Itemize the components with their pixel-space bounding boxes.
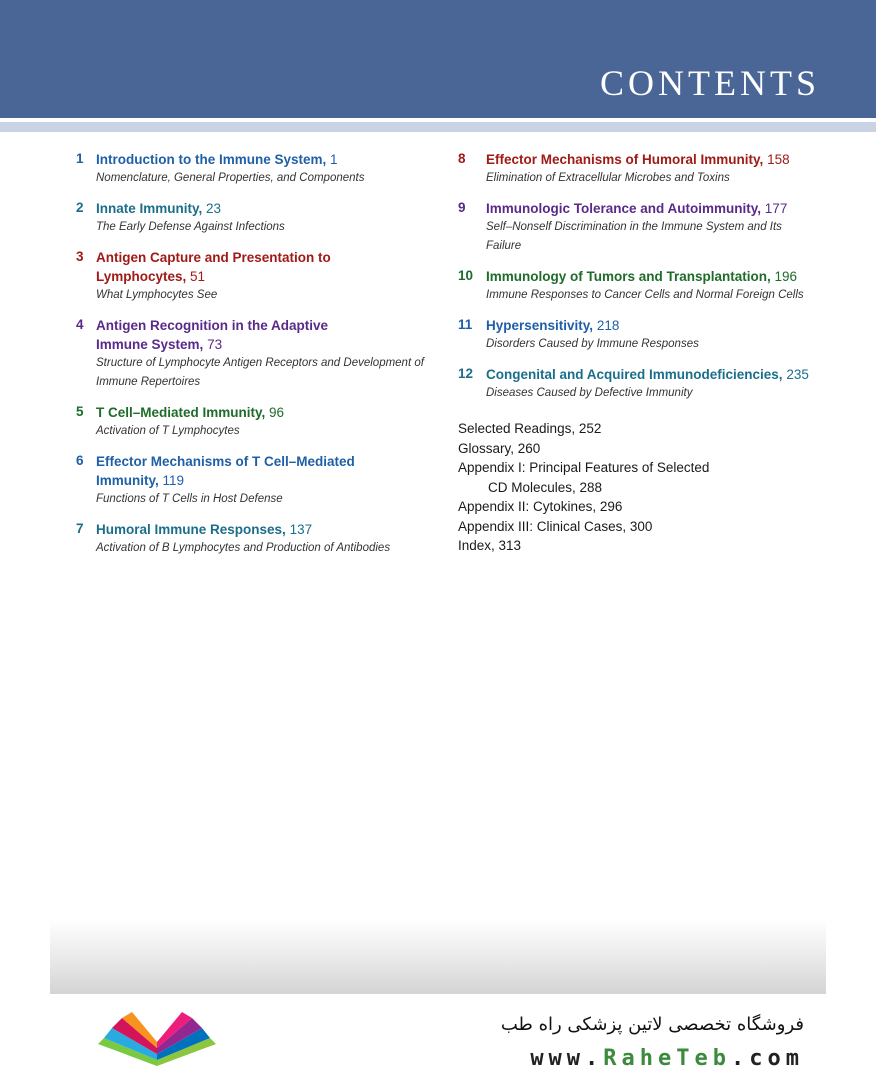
chapter-number: 8 — [458, 151, 466, 166]
chapter-page-number: 196 — [774, 269, 798, 284]
chapter-number: 7 — [76, 521, 84, 536]
store-name-persian: فروشگاه تخصصی لاتین پزشکی راه طب — [500, 1014, 804, 1035]
header-banner — [0, 0, 876, 118]
chapter-entry[interactable] — [76, 316, 436, 392]
chapter-subtitle: Structure of Lymphocyte Antigen Receptors and Development of Immune Repertoires — [96, 357, 424, 388]
chapter-number: 6 — [76, 453, 84, 468]
chapter-title — [96, 403, 436, 422]
chapter-subtitle: What Lymphocytes See — [96, 289, 218, 301]
chapter-number: 3 — [76, 249, 84, 264]
back-matter-item[interactable]: Selected Readings, 252 — [458, 421, 602, 436]
header-stripe — [0, 122, 876, 132]
chapter-title — [486, 365, 838, 384]
chapter-page-number: 137 — [289, 522, 313, 537]
chapter-subtitle: Nomenclature, General Properties, and Components — [96, 172, 365, 184]
chapter-subtitle: Diseases Caused by Defective Immunity — [486, 387, 693, 399]
chapter-entry[interactable] — [458, 150, 838, 188]
chapter-subtitle: Self–Nonself Discrimination in the Immune System and Its Failure — [486, 221, 782, 252]
chapter-entry[interactable] — [76, 452, 436, 509]
chapter-number: 1 — [76, 151, 84, 166]
chapter-title-text: Congenital and Acquired Immunodeficiencies, — [486, 367, 783, 382]
contents-left-column — [76, 150, 436, 569]
chapter-page-number: 23 — [206, 201, 222, 216]
chapter-entry[interactable] — [76, 199, 436, 237]
chapter-entry[interactable] — [458, 199, 838, 256]
chapter-entry[interactable] — [76, 248, 436, 305]
chapter-page-number: 177 — [764, 201, 788, 216]
chapter-subtitle: Activation of T Lymphocytes — [96, 425, 240, 437]
back-matter-item[interactable]: Appendix II: Cytokines, 296 — [458, 499, 623, 514]
chapter-entry[interactable] — [76, 150, 436, 188]
chapter-subtitle: Elimination of Extracellular Microbes and Toxins — [486, 172, 730, 184]
footer-shadow — [50, 920, 826, 994]
chapter-page-number: 158 — [767, 152, 790, 167]
chapter-number: 12 — [458, 366, 474, 381]
chapter-page-number: 73 — [207, 337, 223, 352]
chapter-number: 5 — [76, 404, 84, 419]
chapter-title — [486, 316, 838, 335]
url-brand: RaheTeb — [603, 1046, 732, 1071]
page-title: CONTENTS — [600, 63, 820, 103]
chapter-title-text: Hypersensitivity, — [486, 318, 594, 333]
chapter-title — [96, 248, 344, 286]
chapter-title-text: Antigen Recognition in the Adaptive Immune System, — [96, 318, 328, 352]
chapter-page-number: 218 — [596, 318, 620, 333]
chapter-subtitle: Activation of B Lymphocytes and Production of Antibodies — [96, 542, 391, 554]
chapter-number: 2 — [76, 200, 84, 215]
chapter-number: 11 — [458, 317, 473, 332]
url-suffix: .com — [731, 1046, 804, 1071]
chapter-page-number: 235 — [786, 367, 809, 382]
chapter-number: 10 — [458, 268, 474, 283]
chapter-title — [96, 316, 336, 354]
chapter-title — [486, 267, 838, 286]
back-matter-item[interactable]: CD Molecules, 288 — [488, 479, 603, 495]
chapter-subtitle: The Early Defense Against Infections — [96, 221, 285, 233]
chapter-title-text: Effector Mechanisms of Humoral Immunity, — [486, 152, 764, 167]
chapter-entry[interactable] — [458, 316, 838, 354]
chapter-subtitle: Immune Responses to Cancer Cells and Normal Foreign Cells — [486, 289, 804, 301]
chapter-page-number: 51 — [190, 269, 206, 284]
chapter-number: 4 — [76, 317, 84, 332]
chapter-title-text: Effector Mechanisms of T Cell–Mediated Immunity, — [96, 454, 355, 488]
chapter-number: 9 — [458, 200, 466, 215]
chapter-title-text: T Cell–Mediated Immunity, — [96, 405, 266, 420]
chapter-title — [96, 199, 436, 218]
chapter-title-text: Immunologic Tolerance and Autoimmunity, — [486, 201, 762, 216]
chapter-entry[interactable] — [458, 365, 838, 403]
chapter-title-text: Humoral Immune Responses, — [96, 522, 286, 537]
back-matter-item[interactable]: Glossary, 260 — [458, 440, 541, 456]
website-url[interactable] — [530, 1046, 804, 1071]
chapter-title — [96, 520, 436, 539]
chapter-page-number: 1 — [330, 152, 338, 167]
book-logo-icon — [92, 1008, 222, 1074]
back-matter-item[interactable]: Appendix I: Principal Features of Selected — [458, 460, 710, 475]
chapter-entry[interactable] — [458, 267, 838, 305]
chapter-title — [96, 150, 436, 169]
chapter-title-text: Introduction to the Immune System, — [96, 152, 327, 167]
url-prefix: www. — [530, 1046, 604, 1071]
chapter-subtitle: Disorders Caused by Immune Responses — [486, 338, 699, 350]
back-matter-list — [458, 419, 838, 556]
back-matter-item[interactable]: Appendix III: Clinical Cases, 300 — [458, 518, 653, 534]
chapter-title-text: Immunology of Tumors and Transplantation, — [486, 269, 771, 284]
chapter-title — [486, 199, 801, 218]
chapter-title — [486, 150, 838, 169]
chapter-page-number: 96 — [269, 405, 285, 420]
chapter-entry[interactable] — [76, 520, 436, 558]
chapter-title-text: Innate Immunity, — [96, 201, 203, 216]
chapter-subtitle: Functions of T Cells in Host Defense — [96, 493, 283, 505]
chapter-page-number: 119 — [162, 473, 185, 488]
contents-right-column — [458, 150, 838, 556]
chapter-entry[interactable] — [76, 403, 436, 441]
back-matter-item[interactable]: Index, 313 — [458, 538, 522, 553]
chapter-title — [96, 452, 366, 490]
chapter-title-text: Antigen Capture and Presentation to Lymphocytes, — [96, 250, 331, 284]
